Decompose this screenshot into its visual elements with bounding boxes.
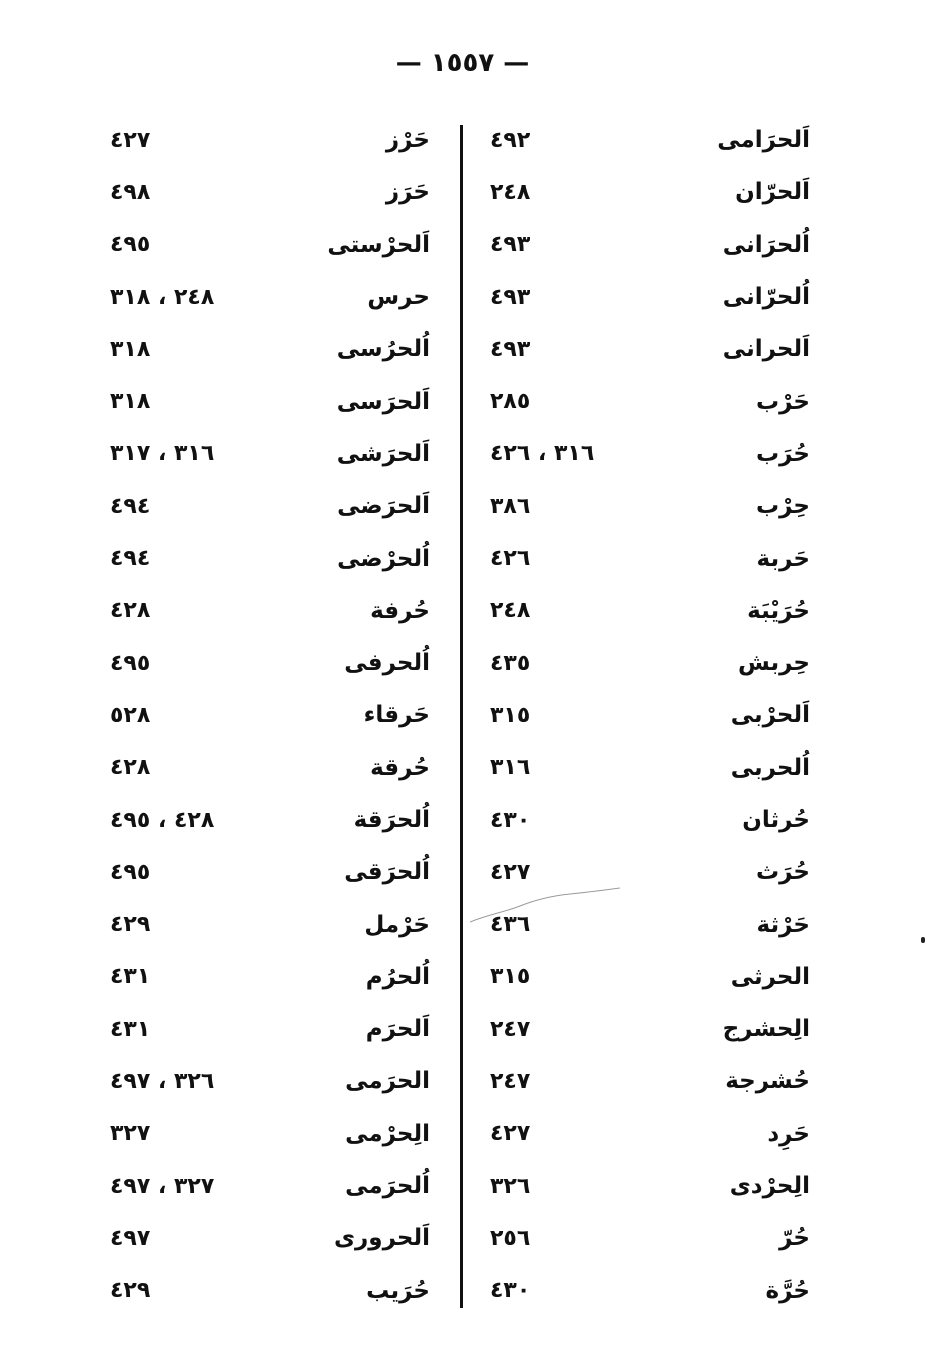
entry-term: الحرَمى xyxy=(345,1068,430,1095)
entry-term: الِحرْمى xyxy=(345,1120,430,1147)
index-entry xyxy=(490,271,810,323)
entry-term: حرس xyxy=(367,284,430,311)
entry-pages: ٤٩٣ xyxy=(490,284,531,310)
entry-term: حَربة xyxy=(756,545,810,572)
entry-term: الِحشرج xyxy=(722,1016,810,1043)
index-entry xyxy=(490,166,810,218)
entry-pages: ٤٢٩ xyxy=(110,912,151,938)
index-entry xyxy=(110,375,430,427)
entry-term: اُلحرْضى xyxy=(337,545,430,572)
index-entry xyxy=(110,323,430,375)
entry-pages: ٤٣٦ xyxy=(490,912,531,938)
entry-term: حُشرجة xyxy=(725,1068,810,1095)
entry-pages: ٤٣٠ xyxy=(490,807,531,833)
index-entry xyxy=(490,689,810,741)
entry-pages: ٤٩٥ xyxy=(110,859,151,885)
entry-pages: ٢٤٨ ، ٣١٨ xyxy=(110,284,215,310)
entry-pages: ٤٩٢ xyxy=(490,127,531,153)
entry-pages: ٤٢٧ xyxy=(490,859,531,885)
entry-pages: ٣٨٦ xyxy=(490,493,531,519)
entry-term: اُلحرَمى xyxy=(345,1173,430,1200)
index-entry xyxy=(110,271,430,323)
entry-term: اَلحرورى xyxy=(333,1225,430,1252)
entry-term: اُلحرَانى xyxy=(722,231,810,258)
index-entry xyxy=(490,951,810,1003)
entry-pages: ٤٢٩ xyxy=(110,1278,151,1304)
entry-pages: ٢٤٧ xyxy=(490,1016,531,1042)
column-divider xyxy=(460,125,463,1308)
index-entry xyxy=(490,219,810,271)
index-entry xyxy=(110,689,430,741)
entry-term: حُرقة xyxy=(370,754,430,781)
entry-pages: ٣١٦ ، ٣١٧ xyxy=(110,441,215,467)
entry-pages: ٤٣٥ xyxy=(490,650,531,676)
index-entry xyxy=(490,375,810,427)
entry-pages: ٣١٥ xyxy=(490,964,531,990)
entry-term: حَرِد xyxy=(767,1120,810,1147)
index-entry xyxy=(110,1003,430,1055)
paper-speck xyxy=(921,937,925,943)
entry-pages: ٣١٥ xyxy=(490,702,531,728)
index-entry xyxy=(110,1265,430,1317)
index-entry xyxy=(490,1003,810,1055)
entry-pages: ٤٢٨ xyxy=(110,598,151,624)
entry-term: اَلحرَضى xyxy=(337,493,430,520)
entry-pages: ٢٤٧ xyxy=(490,1068,531,1094)
index-entry xyxy=(110,637,430,689)
entry-pages: ٥٢٨ xyxy=(110,702,151,728)
entry-term: اُلحرَقى xyxy=(344,859,430,886)
entry-term: حَرْمل xyxy=(364,911,430,938)
entry-term: حُرَب xyxy=(756,440,810,467)
entry-pages: ٢٤٨ xyxy=(490,179,531,205)
index-entry xyxy=(490,114,810,166)
entry-pages: ٤٩٥ xyxy=(110,650,151,676)
entry-term: حِرْب xyxy=(756,493,810,520)
index-entry xyxy=(490,1212,810,1264)
index-entry xyxy=(110,480,430,532)
entry-term: حُرَّة xyxy=(765,1277,810,1304)
index-entry xyxy=(110,1212,430,1264)
entry-term: حُرثان xyxy=(742,807,810,833)
index-entry xyxy=(110,898,430,950)
entry-term: حِربش xyxy=(737,650,810,677)
entry-term: حُرفة xyxy=(370,597,430,624)
index-column-left xyxy=(110,114,430,1317)
entry-pages: ٣٢٦ ، ٤٩٧ xyxy=(110,1068,215,1094)
entry-pages: ٤٢٧ xyxy=(490,1121,531,1147)
entry-term: حَرْثة xyxy=(756,911,810,938)
index-entry xyxy=(110,585,430,637)
entry-term: اَلحرَامى xyxy=(717,127,810,154)
entry-pages: ٣١٦ ، ٤٢٦ xyxy=(490,441,595,467)
entry-pages: ٤٢٨ ، ٤٩٥ xyxy=(110,807,215,833)
entry-pages: ٢٨٥ xyxy=(490,389,531,415)
index-entry xyxy=(110,742,430,794)
index-column-right xyxy=(490,114,810,1317)
entry-pages: ٤٩٤ xyxy=(110,546,151,572)
index-entry xyxy=(110,1160,430,1212)
entry-term: اَلحرَشى xyxy=(336,440,430,467)
entry-term: اَلحرْبى xyxy=(730,702,810,729)
entry-term: حُرّ xyxy=(779,1225,810,1252)
entry-term: اَلحرَم xyxy=(365,1016,430,1043)
entry-pages: ٤٩٨ xyxy=(110,179,151,205)
entry-term: اَلحرانى xyxy=(722,336,810,363)
entry-term: حَرَز xyxy=(385,179,430,206)
index-entry xyxy=(110,219,430,271)
entry-term: اَلحرْستى xyxy=(327,231,430,258)
index-entry xyxy=(110,1055,430,1107)
entry-pages: ٤٢٦ xyxy=(490,546,531,572)
entry-pages: ٤٩٣ xyxy=(490,336,531,362)
entry-term: حَرْز xyxy=(385,127,430,154)
entry-pages: ٣٢٦ xyxy=(490,1173,531,1199)
index-entry xyxy=(490,532,810,584)
index-entry xyxy=(490,637,810,689)
entry-pages: ٤٩٧ xyxy=(110,1225,151,1251)
index-entry xyxy=(110,951,430,1003)
entry-term: اُلحرُم xyxy=(365,963,430,990)
index-entry xyxy=(490,480,810,532)
index-entry xyxy=(110,1108,430,1160)
entry-pages: ٤٩٣ xyxy=(490,232,531,258)
index-entry xyxy=(110,166,430,218)
entry-term: الِحرْدى xyxy=(729,1173,810,1200)
entry-pages: ٣٢٧ xyxy=(110,1121,151,1147)
entry-pages: ٤٢٧ xyxy=(110,127,151,153)
entry-pages: ٤٩٥ xyxy=(110,232,151,258)
entry-pages: ٤٣٠ xyxy=(490,1278,531,1304)
entry-term: اُلحرّانى xyxy=(722,284,810,311)
entry-pages: ٢٤٨ xyxy=(490,598,531,624)
entry-term: اُلحربى xyxy=(730,754,810,781)
index-entry xyxy=(490,1108,810,1160)
entry-term: حَرْب xyxy=(756,388,810,415)
index-entry xyxy=(490,1265,810,1317)
index-entry xyxy=(110,114,430,166)
index-entry xyxy=(490,1160,810,1212)
entry-pages: ٤٩٤ xyxy=(110,493,151,519)
entry-pages: ٤٣١ xyxy=(110,964,151,990)
paper-crease-mark xyxy=(470,884,620,924)
index-entry xyxy=(490,323,810,375)
entry-pages: ٣١٦ xyxy=(490,755,531,781)
entry-term: حُرَث xyxy=(756,859,810,886)
index-entry xyxy=(110,846,430,898)
entry-term: اُلحرُسى xyxy=(336,336,430,363)
index-entry xyxy=(110,428,430,480)
entry-pages: ٤٢٨ xyxy=(110,755,151,781)
index-entry xyxy=(490,428,810,480)
entry-term: اُلحرفى xyxy=(344,650,430,677)
page-number: — ١٥٥٧ — xyxy=(395,48,530,78)
index-entry xyxy=(490,742,810,794)
entry-pages: ٤٣١ xyxy=(110,1016,151,1042)
index-entry xyxy=(110,794,430,846)
entry-term: حَرقاء xyxy=(363,702,430,729)
entry-term: اَلحرَسى xyxy=(336,388,430,415)
entry-pages: ٢٥٦ xyxy=(490,1225,531,1251)
entry-term: حُرَيب xyxy=(366,1277,430,1304)
entry-pages: ٣١٨ xyxy=(110,389,151,415)
entry-term: اُلحرَقة xyxy=(353,807,430,833)
entry-term: حُرَيْبَة xyxy=(747,597,810,624)
entry-term: اَلحرّان xyxy=(735,179,810,206)
index-entry xyxy=(490,585,810,637)
entry-pages: ٣٢٧ ، ٤٩٧ xyxy=(110,1173,215,1199)
index-entry xyxy=(110,532,430,584)
entry-term: الحرثى xyxy=(730,963,810,990)
index-entry xyxy=(490,1055,810,1107)
index-entry xyxy=(490,794,810,846)
entry-pages: ٣١٨ xyxy=(110,336,151,362)
